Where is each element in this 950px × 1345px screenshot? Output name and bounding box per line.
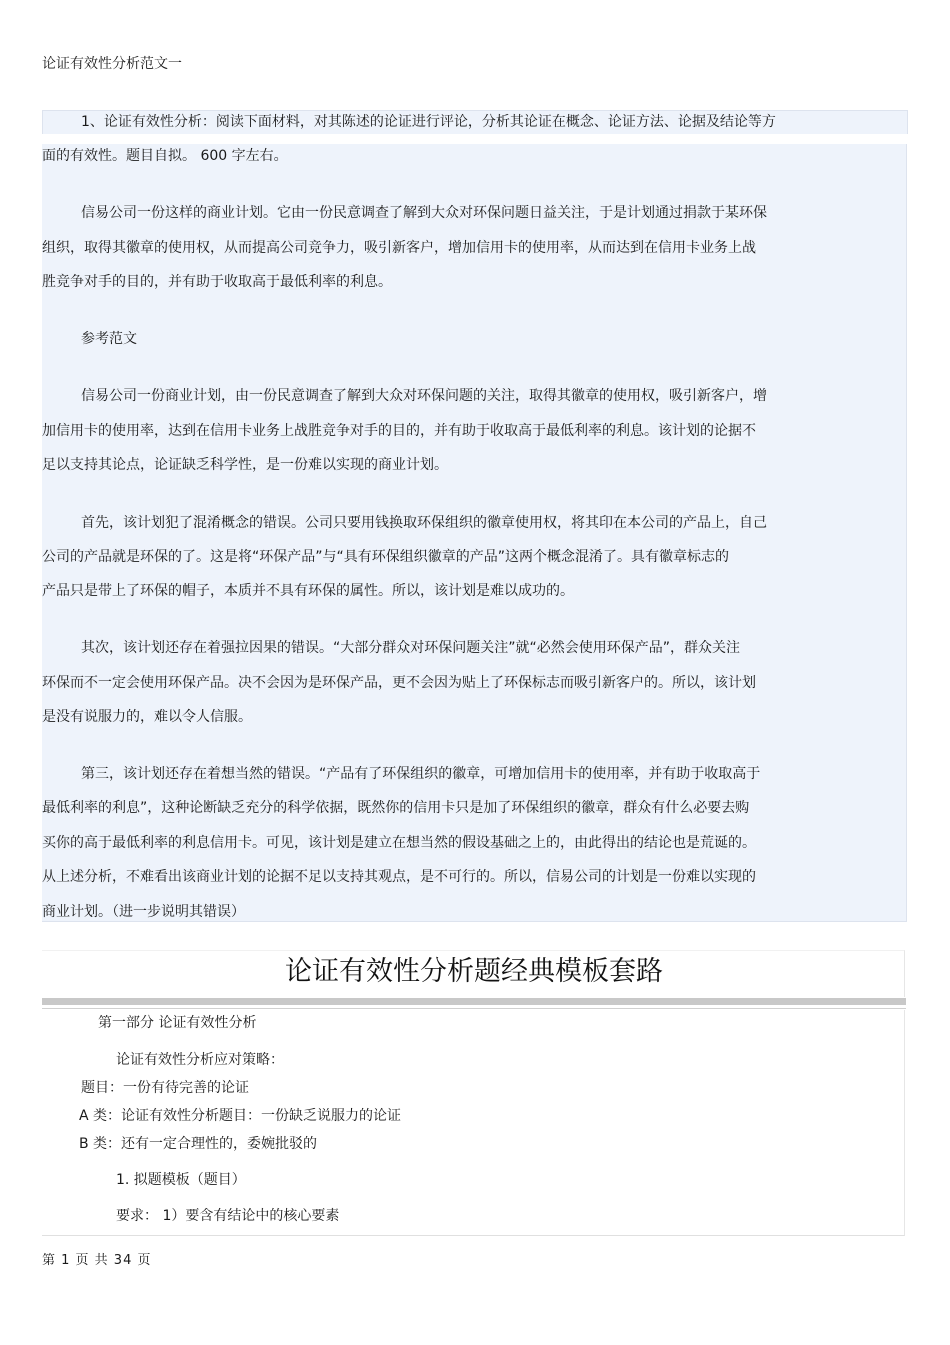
reference-label: 参考范文 (81, 331, 137, 347)
paragraph-line: 商业计划。（进一步说明其错误） (42, 904, 245, 920)
question-line: 1、论证有效性分析：阅读下面材料，对其陈述的论证进行评论，分析其论证在概念、论证方法、论据及结论等方 (81, 114, 776, 130)
section-divider-line (42, 1008, 906, 1009)
paragraph-line: 信易公司一份商业计划，由一份民意调查了解到大众对环保问题的关注，取得其徽章的使用权，吸引新客户，增 (81, 388, 767, 404)
paragraph-line: 产品只是带上了环保的帽子，本质并不具有环保的属性。所以，该计划是难以成功的。 (42, 583, 574, 599)
class-a-line: A 类：论证有效性分析题目：一份缺乏说服力的论证 (79, 1108, 402, 1124)
class-b-line: B 类：还有一定合理性的，委婉批驳的 (79, 1136, 318, 1152)
paragraph-line: 是没有说服力的，难以令人信服。 (42, 709, 252, 725)
page-footer: 第 1 页 共 34 页 (42, 1253, 152, 1268)
paragraph-line: 公司的产品就是环保的了。这是将“环保产品”与“具有环保组织徽章的产品”这两个概念混淆了。具有徽章标志的 (42, 549, 730, 565)
document-title: 论证有效性分析范文一 (42, 56, 182, 72)
paragraph-line: 足以支持其论点，论证缺乏科学性，是一份难以实现的商业计划。 (42, 457, 448, 473)
material-line: 组织，取得其徽章的使用权，从而提高公司竞争力，吸引新客户，增加信用卡的使用率，从而达到在信用卡业务上战 (42, 240, 756, 256)
paragraph-line: 买你的高于最低利率的利息信用卡。可见，该计划是建立在想当然的假设基础之上的，由此得出的结论也是荒诞的。 (42, 835, 756, 851)
paragraph-line: 最低利率的利息”，这种论断缺乏充分的科学依据，既然你的信用卡只是加了环保组织的徽章，群众有什么必要去购 (42, 800, 750, 816)
paragraph-line: 首先，该计划犯了混淆概念的错误。公司只要用钱换取环保组织的徽章使用权，将其印在本公司的产品上，自己 (81, 515, 767, 531)
paragraph-line: 从上述分析，不难看出该商业计划的论据不足以支持其观点，是不可行的。所以，信易公司的计划是一份难以实现的 (42, 869, 756, 885)
topic-line: 题目：一份有待完善的论证 (81, 1080, 249, 1096)
section-title: 论证有效性分析题经典模板套路 (285, 956, 663, 987)
requirement-line: 要求： 1）要含有结论中的核心要素 (116, 1208, 340, 1224)
paragraph-line: 第三，该计划还存在着想当然的错误。“产品有了环保组织的徽章，可增加信用卡的使用率，并有助于收取高于 (81, 766, 761, 782)
paragraph-line: 加信用卡的使用率，达到在信用卡业务上战胜竞争对手的目的，并有助于收取高于最低利率的利息。该计划的论据不 (42, 423, 756, 439)
paragraph-line: 其次，该计划还存在着强拉因果的错误。“大部分群众对环保问题关注”就“必然会使用环保产品”，群众关注 (81, 640, 741, 656)
template-heading: 1. 拟题模板（题目） (116, 1172, 246, 1188)
question-line: 面的有效性。题目自拟。 600 字左右。 (42, 148, 288, 164)
part-heading: 第一部分 论证有效性分析 (98, 1015, 257, 1031)
material-line: 胜竞争对手的目的，并有助于收取高于最低利率的利息。 (42, 274, 392, 290)
section-divider-bar (42, 998, 906, 1005)
strategy-heading: 论证有效性分析应对策略： (116, 1052, 284, 1068)
material-line: 信易公司一份这样的商业计划。它由一份民意调查了解到大众对环保问题日益关注，于是计划通过捐款于某环保 (81, 205, 767, 221)
paragraph-line: 环保而不一定会使用环保产品。决不会因为是环保产品，更不会因为贴上了环保标志而吸引新客户的。所以，该计划 (42, 675, 756, 691)
